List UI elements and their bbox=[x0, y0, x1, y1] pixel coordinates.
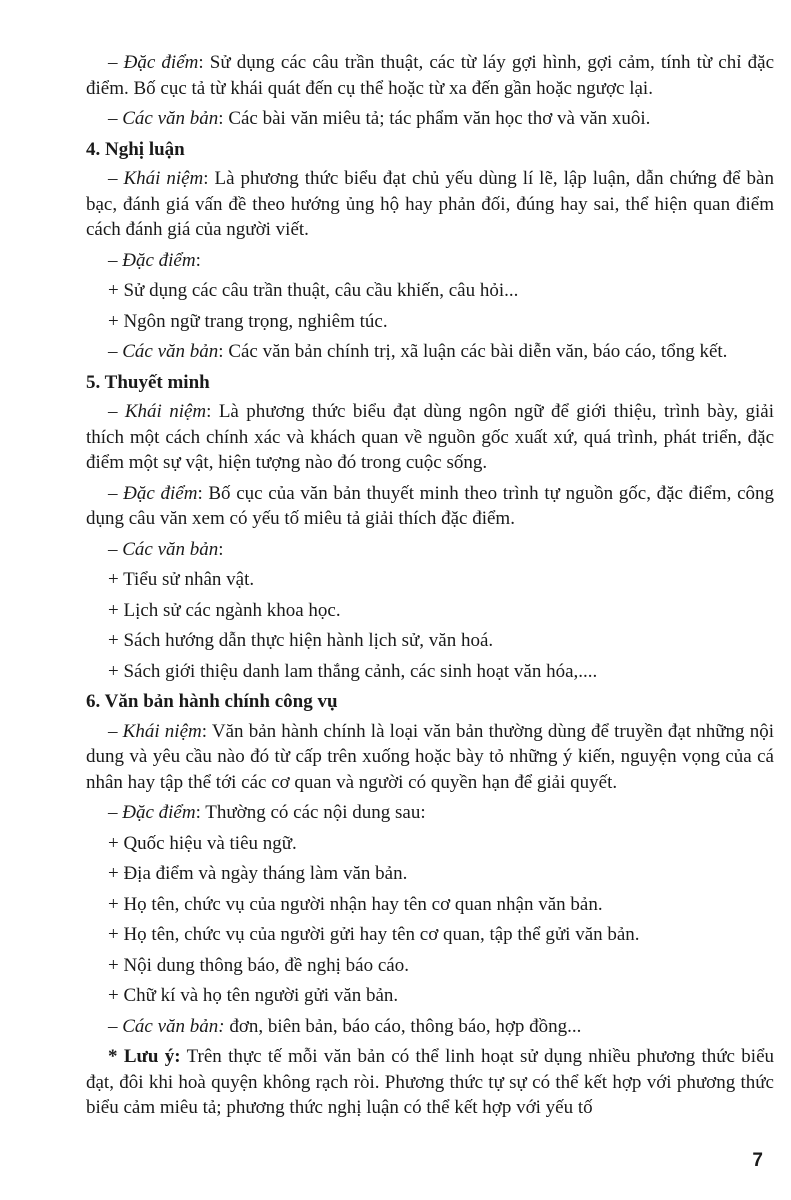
list-item: + Ngôn ngữ trang trọng, nghiêm túc. bbox=[108, 310, 388, 332]
section-heading: 4. Nghị luận bbox=[86, 138, 185, 160]
term-label: – Đặc điểm bbox=[108, 52, 199, 73]
list-item: + Sách hướng dẫn thực hiện hành lịch sử, văn hoá. bbox=[108, 630, 494, 651]
term-label: – Các văn bản: bbox=[108, 1015, 225, 1037]
paragraph bbox=[86, 399, 774, 476]
paragraph-text: : bbox=[195, 249, 201, 271]
paragraph bbox=[86, 719, 774, 796]
paragraph-text: : Là phương thức biểu đạt dùng ngôn ngữ để giới thiệu, trình bày, giải thích một cách chính xác và khách quan về nguồn gốc xuất xứ, quá trình, phát triển, đặc điểm một sự vật, hiện tượng nào đó trong cuộc sống. bbox=[86, 401, 774, 473]
list-item: + Lịch sử các ngành khoa học. bbox=[108, 599, 341, 621]
term-label: – Đặc điểm bbox=[108, 249, 196, 271]
paragraph-text: : Các văn bản chính trị, xã luận các bài diễn văn, báo cáo, tổng kết. bbox=[218, 341, 728, 362]
paragraph-text: : Thường có các nội dung sau: bbox=[195, 802, 426, 823]
note-label: * Lưu ý: bbox=[108, 1046, 181, 1067]
paragraph-text: : Sử dụng các câu trần thuật, các từ láy gợi hình, gợi cảm, tính từ chỉ đặc điểm. Bố cục tả từ khái quát đến cụ thể hoặc từ xa đến gần hoặc ngược lại. bbox=[86, 52, 775, 99]
list-item: + Quốc hiệu và tiêu ngữ. bbox=[108, 832, 297, 854]
list-item: + Nội dung thông báo, đề nghị báo cáo. bbox=[108, 954, 409, 976]
document-page bbox=[86, 50, 774, 1126]
note-paragraph bbox=[86, 1044, 774, 1121]
paragraph bbox=[86, 537, 774, 563]
paragraph bbox=[86, 1014, 774, 1040]
section-heading: 5. Thuyết minh bbox=[86, 371, 210, 393]
paragraph-text: : Các bài văn miêu tả; tác phẩm văn học thơ và văn xuôi. bbox=[218, 108, 651, 129]
paragraph bbox=[86, 800, 774, 826]
note-text: Trên thực tế mỗi văn bản có thể linh hoạt sử dụng nhiều phương thức biểu đạt, đôi khi hoà quyện không rạch ròi. Phương thức tự sự có thể kết hợp với phương thức biểu cảm miêu tả; phương thức nghị luận có thể kết hợp với yếu tố bbox=[86, 1046, 775, 1118]
paragraph bbox=[86, 481, 774, 532]
list-item: + Chữ kí và họ tên người gửi văn bản. bbox=[108, 985, 399, 1006]
list-item: + Tiểu sử nhân vật. bbox=[108, 569, 255, 590]
list-item: + Họ tên, chức vụ của người gửi hay tên cơ quan, tập thể gửi văn bản. bbox=[108, 924, 640, 945]
paragraph-text: đơn, biên bản, báo cáo, thông báo, hợp đồng... bbox=[224, 1015, 582, 1037]
paragraph-text: : bbox=[218, 538, 224, 560]
list-item: + Sách giới thiệu danh lam thắng cảnh, các sinh hoạt văn hóa,.... bbox=[108, 660, 598, 682]
term-label: – Các văn bản bbox=[108, 341, 219, 362]
paragraph-text: : Bố cục của văn bản thuyết minh theo trình tự nguồn gốc, đặc điểm, công dụng câu văn xem có yếu tố miêu tả giải thích đặc điểm. bbox=[86, 482, 774, 529]
page-number: 7 bbox=[752, 1150, 763, 1171]
paragraph bbox=[86, 248, 774, 274]
term-label: – Các văn bản bbox=[108, 538, 219, 560]
paragraph-text: : Là phương thức biểu đạt chủ yếu dùng lí lẽ, lập luận, dẫn chứng để bàn bạc, đánh giá vấn đề theo hướng ủng hộ hay phản đối, đúng hay sai, thể hiện quan điểm cách đánh giá của người viết. bbox=[86, 168, 774, 240]
term-label: – Đặc điểm bbox=[108, 802, 196, 823]
term-label: – Khái niệm bbox=[108, 168, 204, 189]
term-label: – Đặc điểm bbox=[108, 482, 198, 504]
paragraph bbox=[86, 106, 774, 132]
term-label: – Các văn bản bbox=[108, 108, 219, 129]
section-heading: 6. Văn bản hành chính công vụ bbox=[86, 691, 338, 712]
paragraph bbox=[86, 50, 774, 101]
paragraph bbox=[86, 339, 774, 365]
paragraph-text: : Văn bản hành chính là loại văn bản thường dùng để truyền đạt những nội dung và yêu cầu nào đó từ cấp trên xuống hoặc bày tỏ những ý kiến, nguyện vọng của cá nhân hay tập thể tới các cơ quan và người có quyền hạn để giải quyết. bbox=[86, 720, 775, 793]
term-label: – Khái niệm bbox=[108, 401, 207, 422]
list-item: + Địa điểm và ngày tháng làm văn bản. bbox=[108, 863, 408, 884]
list-item: + Họ tên, chức vụ của người nhận hay tên cơ quan nhận văn bản. bbox=[108, 893, 603, 915]
list-item: + Sử dụng các câu trần thuật, câu cầu khiến, câu hỏi... bbox=[108, 280, 519, 301]
paragraph bbox=[86, 166, 774, 243]
term-label: – Khái niệm bbox=[108, 720, 202, 742]
